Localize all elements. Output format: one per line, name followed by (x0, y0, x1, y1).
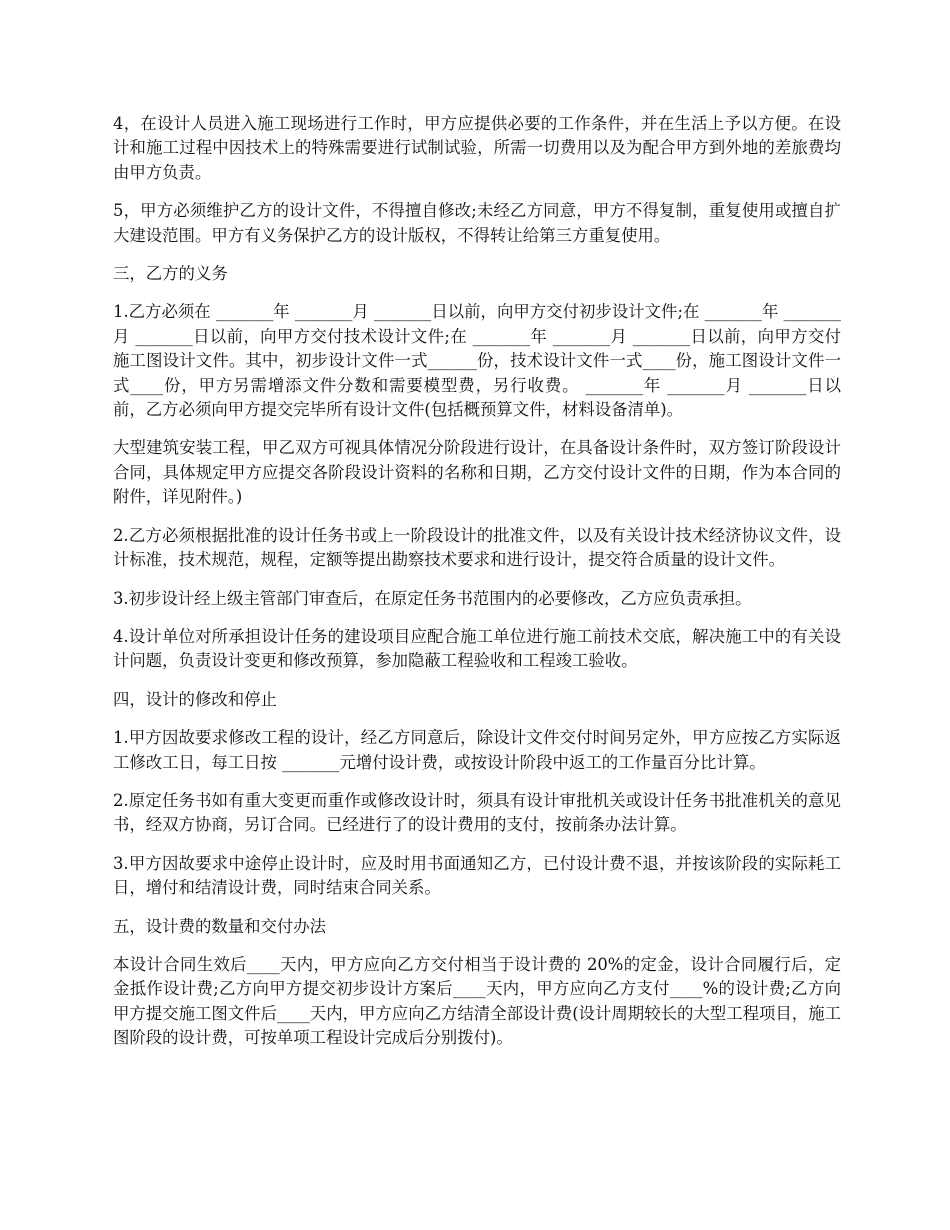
clause-m3-stop-design: 3.甲方因故要求中途停止设计时，应及时用书面通知乙方，已付设计费不退，并按该阶段的实际耗工日，增付和结清设计费，同时结束合同关系。 (113, 853, 841, 898)
section-heading-party-b-obligations: 三，乙方的义务 (113, 264, 228, 284)
clause-5-design-copyright: 5，甲方必须维护乙方的设计文件，不得擅自修改;未经乙方同意，甲方不得复制，重复使用或擅自扩大建设范围。甲方有义务保护乙方的设计版权，不得转让给第三方重复使用。 (113, 201, 841, 245)
clause-m1-modification-fee: 1.甲方因故要求修改工程的设计，经乙方同意后，除设计文件交付时间另定外，甲方应按乙方实际返工修改工日，每工日按 _______元增付设计费，或按设计阶段中返工的工作量百分比计算。 (113, 728, 841, 772)
clause-b2-design-basis: 2.乙方必须根据批准的设计任务书或上一阶段设计的批准文件，以及有关设计技术经济协议文件，设计标准，技术规范，规程，定额等提出勘察技术要求和进行设计，提交符合质量的设计文件。 (113, 525, 841, 570)
clause-b3-preliminary-review: 3.初步设计经上级主管部门审查后，在原定任务书范围内的必要修改，乙方应负责承担。 (113, 588, 752, 608)
document-page (113, 112, 841, 1065)
clause-b4-technical-disclosure: 4.设计单位对所承担设计任务的建设项目应配合施工单位进行施工前技术交底，解决施工中的有关设计问题，负责设计变更和修改预算，参加隐蔽工程验收和工程竣工验收。 (113, 626, 841, 671)
clause-m2-major-change: 2.原定任务书如有重大变更而重作或修改设计时，须具有设计审批机关或设计任务书批准机关的意见书，经双方协商，另订合同。已经进行了的设计费用的支付，按前条办法计算。 (113, 790, 841, 835)
section-heading-modification-stop: 四，设计的修改和停止 (113, 689, 277, 709)
clause-4-working-conditions: 4，在设计人员进入施工现场进行工作时，甲方应提供必要的工作条件，并在生活上予以方便。在设计和施工过程中因技术上的特殊需要进行试制试验，所需一切费用以及为配合甲方到外地的差旅费均由甲方负责。 (113, 114, 841, 182)
section-heading-fee-payment: 五，设计费的数量和交付办法 (113, 916, 327, 936)
paragraph-fee-payment-terms: 本设计合同生效后____天内，甲方应向乙方交付相当于设计费的 20%的定金，设计合同履行后，定金抵作设计费;乙方向甲方提交初步设计方案后____天内，甲方应向乙方支付____%的设计费;乙方向甲方提交施工图文件后____天内，甲方应向乙方结清全部设计费(设计周期较长的大型工程项目，施工图阶段的设计费，可按单项工程设计完成后分别拨付)。 (113, 954, 841, 1048)
paragraph-phased-design: 大型建筑安装工程，甲乙双方可视具体情况分阶段进行设计，在具备设计条件时，双方签订阶段设计合同，具体规定甲方应提交各阶段设计资料的名称和日期，乙方交付设计文件的日期，作为本合同的附件，详见附件。) (113, 438, 841, 507)
clause-b1-delivery-schedule: 1.乙方必须在 _______年 _______月 _______日以前，向甲方交付初步设计文件;在 _______年 _______月 _______日以前，向甲方交付技术设计文件;在 _______年 _______月 _______日以前，向甲方交付施工图设计文件。其中，初步设计文件一式______份，技术设计文件一式____份，施工图设计文件一式____份，甲方另需增添文件分数和需要模型费，另行收费。 _______年 _______月 _______日以前，乙方必须向甲方提交完毕所有设计文件(包括概预算文件，材料设备清单)。 (113, 302, 841, 420)
